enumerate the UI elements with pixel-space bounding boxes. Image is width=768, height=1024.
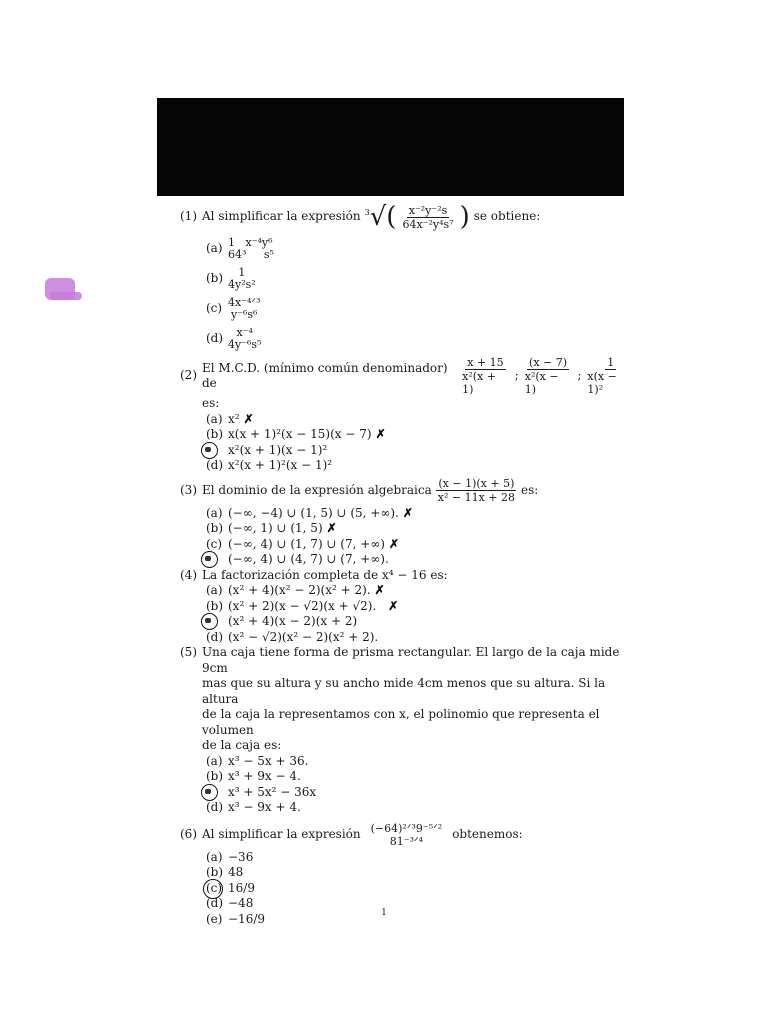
option-c [206, 881, 640, 897]
question-text: El M.C.D. (mínimo común denominador) de [202, 360, 448, 390]
question-text-line: mas que su altura y su ancho mide 4cm menos que su altura. Si la altura [202, 676, 606, 706]
option-label: (b) [206, 865, 224, 879]
question-number: (3) [180, 482, 197, 497]
option-text: 16/9 [228, 880, 255, 895]
cross-mark-icon: ✗ [374, 583, 385, 597]
options [206, 506, 640, 568]
option-expression-bottom: 4y⁻⁶s⁵ [228, 338, 262, 351]
fraction [400, 204, 455, 231]
option-label: (b) [206, 521, 224, 535]
option-text: −16/9 [228, 911, 266, 926]
options [206, 583, 640, 645]
fraction-numerator: x⁻²y⁻²s [408, 203, 448, 217]
option-text: x(x + 1)²(x − 15)(x − 7) [228, 427, 372, 441]
option-label: (d) [206, 629, 224, 644]
paren-right-icon: ) [459, 202, 470, 232]
fraction-denominator: x²(x − 1) [524, 370, 559, 396]
option-d [206, 630, 640, 646]
option-d [206, 324, 640, 354]
fraction [585, 356, 636, 396]
option-text: (x² − √2)(x² − 2)(x² + 2). [228, 629, 379, 644]
question-number: (2) [180, 368, 197, 383]
fraction [523, 356, 574, 396]
fraction-denominator: 64x⁻²y⁴s⁷ [402, 217, 454, 231]
option-c [206, 785, 640, 801]
options [206, 412, 640, 474]
option-expression [228, 327, 261, 351]
option-b [206, 769, 640, 785]
option-label: (d) [206, 331, 224, 346]
question-text-line: Una caja tiene forma de prisma rectangular. El largo de la caja mide 9cm [202, 645, 620, 675]
question-text: se obtiene: [473, 209, 541, 224]
question-text: Al simplificar la expresión [202, 209, 361, 224]
option-c [206, 614, 640, 630]
option-d [206, 800, 640, 816]
fraction-denominator: x² − 11x + 28 [437, 491, 515, 504]
paren-left-icon: ( [386, 202, 397, 232]
option-c [206, 294, 640, 324]
option-a [206, 234, 640, 264]
option-expression [228, 267, 256, 291]
option-text: x² [228, 411, 240, 426]
selected-circle-icon [201, 442, 218, 459]
option-label: (b) [206, 271, 224, 286]
option-text: (−∞, 4) ∪ (4, 7) ∪ (7, +∞). [228, 552, 389, 566]
option-b [206, 599, 640, 615]
question-4 [180, 568, 640, 646]
page-number: 1 [381, 908, 387, 918]
option-label: (d) [206, 800, 224, 814]
option-text: (x² + 2)(x − √2)(x + √2). [228, 598, 377, 613]
option-a [206, 583, 640, 599]
fraction-denominator: 81⁻³ᐟ⁴ [389, 834, 424, 848]
option-b [206, 865, 640, 881]
check-mark-icon: ✗ [243, 411, 254, 426]
option-label: (a) [206, 411, 223, 426]
fraction-denominator: x²(x + 1) [462, 370, 496, 396]
option-label: (a) [206, 505, 223, 520]
question-text [202, 645, 640, 754]
option-label: (b) [206, 427, 224, 441]
exam-questions [180, 200, 640, 927]
question-number: (5) [180, 645, 197, 659]
question-text-line: de la caja es: [202, 738, 282, 752]
option-c [206, 537, 640, 553]
question-1 [180, 200, 640, 354]
redacted-header-bar [157, 98, 624, 196]
question-number: (1) [180, 209, 197, 224]
question-number: (6) [180, 826, 197, 841]
option-label: (c) [206, 880, 223, 895]
option-label: (e) [206, 911, 223, 926]
option-d [206, 458, 640, 474]
option-text: (x² + 4)(x² − 2)(x² + 2). [228, 583, 371, 597]
radical-icon: √ [369, 202, 387, 232]
option-expression-top: x⁻⁴ [236, 326, 253, 339]
fraction-numerator: (x − 7) [529, 356, 568, 369]
option-b [206, 427, 640, 443]
cross-mark-icon: ✗ [402, 505, 413, 520]
option-label: (b) [206, 598, 224, 613]
option-text: (x² + 4)(x − 2)(x + 2) [228, 614, 358, 628]
option-text: (−∞, 1) ∪ (1, 5) [228, 521, 323, 535]
question-text: Al simplificar la expresión [202, 826, 361, 841]
question-text: El dominio de la expresión algebraica [202, 482, 432, 497]
fraction-numerator: 1 [607, 356, 615, 369]
option-label: (d) [206, 896, 224, 910]
option-c [206, 443, 640, 459]
radical-index: 3 [364, 208, 370, 218]
question-text: La factorización completa de x⁴ − 16 es: [202, 567, 448, 582]
option-d [206, 552, 640, 568]
option-text: −36 [228, 849, 254, 864]
fraction-numerator: (−64)²ᐟ³9⁻⁵ᐟ² [370, 821, 443, 835]
option-a [206, 506, 640, 522]
option-a [206, 850, 640, 866]
question-3 [180, 476, 640, 568]
option-text: (−∞, −4) ∪ (1, 5) ∪ (5, +∞). [228, 505, 399, 520]
cross-mark-icon: ✗ [375, 427, 386, 441]
option-label: (b) [206, 769, 224, 783]
option-text: x²(x + 1)(x − 1)² [228, 442, 328, 457]
option-text: x³ + 5x² − 36x [228, 784, 317, 799]
question-text: es: [521, 482, 539, 497]
option-label: (a) [206, 849, 223, 864]
option-label: (a) [206, 241, 223, 256]
highlighter-mark [50, 292, 82, 300]
option-text: x³ − 5x + 36. [228, 753, 309, 768]
option-text: x³ − 9x + 4. [228, 800, 301, 814]
option-label: (a) [206, 753, 223, 768]
option-expression-bottom: 4y²s² [228, 278, 256, 291]
question-2 [180, 356, 640, 474]
option-expression [228, 297, 260, 321]
fraction-numerator: (x − 1)(x + 5) [438, 477, 515, 490]
scribble-mark-icon: ✗ [388, 598, 399, 613]
fraction-numerator: x + 15 [467, 356, 504, 369]
option-expression-top: 1 [238, 266, 246, 279]
option-expression-bottom: y⁻⁶s⁶ [230, 308, 258, 321]
cross-mark-icon: ✗ [326, 521, 337, 535]
option-text: x²(x + 1)²(x − 1)² [228, 458, 333, 472]
option-expression-top: 1 x⁻⁴y⁶ [228, 236, 273, 249]
question-number: (4) [180, 567, 197, 582]
option-text: 48 [228, 865, 244, 879]
selected-circle-icon [201, 784, 218, 801]
selected-circle-icon [201, 551, 218, 568]
fraction [436, 477, 517, 504]
option-expression-top: 4x⁻⁴ᐟ³ [228, 296, 261, 309]
option-a [206, 412, 640, 428]
option-label: (a) [206, 583, 223, 597]
fraction [369, 822, 445, 848]
option-label: (c) [206, 301, 223, 316]
option-a [206, 754, 640, 770]
cross-mark-icon: ✗ [388, 536, 400, 551]
options [206, 754, 640, 816]
separator: ; [514, 368, 519, 383]
options [206, 234, 640, 354]
option-b [206, 521, 640, 537]
question-text: obtenemos: [452, 826, 523, 841]
fraction-denominator: x(x − 1)² [587, 370, 617, 396]
option-expression [228, 237, 274, 261]
selected-circle-icon [201, 613, 218, 630]
separator: ; [577, 368, 582, 383]
option-expression-bottom: 64³ s⁵ [228, 248, 274, 261]
option-label: (c) [206, 536, 223, 551]
question-5 [180, 645, 640, 816]
option-label: (d) [206, 458, 224, 472]
question-text-line: de la caja la representamos con x, el polinomio que representa el volumen [202, 707, 600, 737]
option-b [206, 264, 640, 294]
option-text: (−∞, 4) ∪ (1, 7) ∪ (7, +∞) [228, 536, 385, 551]
option-text: −48 [228, 896, 254, 910]
option-text: x³ + 9x − 4. [228, 769, 301, 783]
question-text: es: [202, 396, 220, 410]
fraction [460, 356, 511, 396]
cube-root-expression [365, 204, 470, 231]
